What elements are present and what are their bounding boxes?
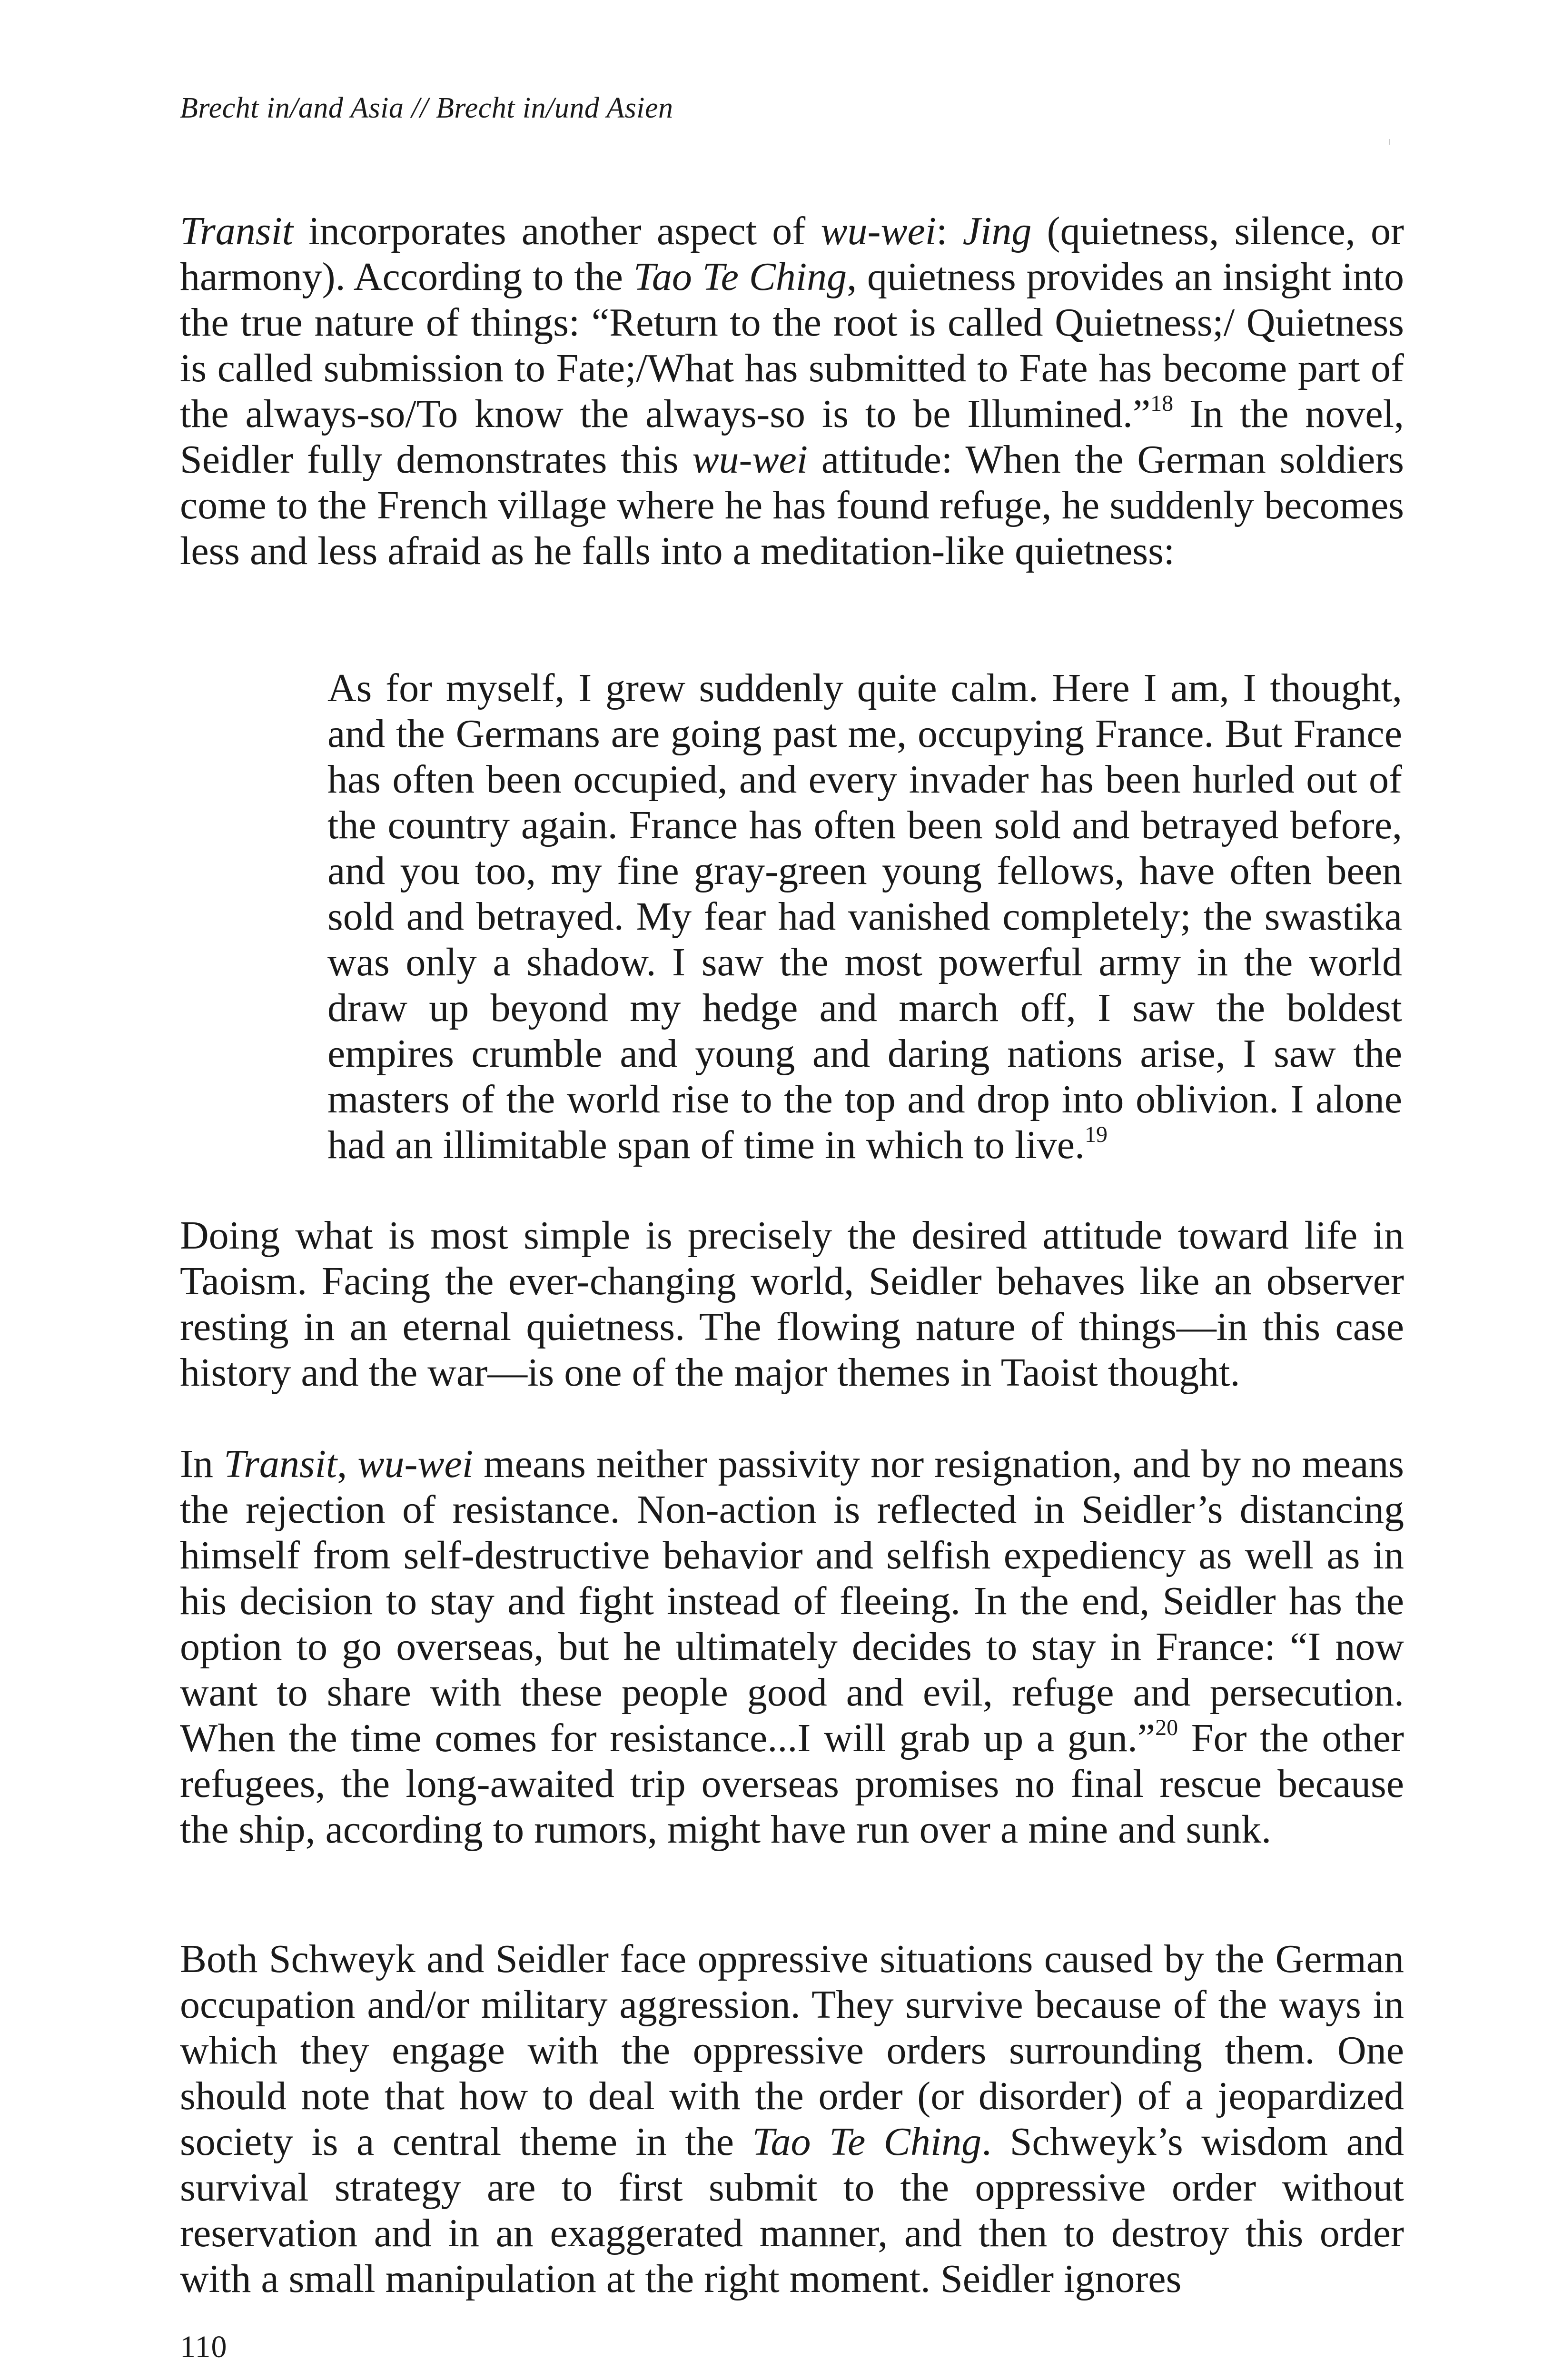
- text-run: In: [180, 1442, 224, 1486]
- italic-term: wu-wei: [821, 209, 937, 253]
- italic-title: Tao Te Ching: [633, 255, 847, 299]
- text-run: , quietness provides an insight into the true nature of things: “Return to the root is called Quietness;/ Quietness is called submission to Fate;/What has submitted to Fate has become part of the always-so/To know the always-so is to be Illumined.”: [180, 255, 1404, 436]
- italic-term: Jing: [962, 209, 1032, 253]
- italic-term: wu-wei: [692, 437, 808, 482]
- text-run: means neither passivity nor resignation, and by no means the rejection of resistance. Non-action is reflected in Seidler’s distancing himself from self-destructive behavior and selfish expediency as well as in his decision to stay and fight instead of fleeing. In the end, Seidler has the option to go overseas, but he ultimately decides to stay in France: “I now want to share with these people good and evil, refuge and persecution. When the time comes for resistance...I will grab up a gun.”: [180, 1442, 1404, 1760]
- text-run: . Schweyk’s wisdom and survival strategy are to first submit to the oppressive order without reservation and in an exaggerated manner, and then to destroy this order with a small manipulation at the right moment. Seidler ignores: [180, 2120, 1404, 2301]
- paragraph-2: Doing what is most simple is precisely the desired attitude toward life in Taoism. Facing the ever-changing world, Seidler behaves like an observer resting in an eternal quietness. The flowing nature of things—in this case history and the war—is one of the major themes in Taoist thought.: [180, 1213, 1404, 1395]
- text-run: In the novel, Seidler fully demonstrates this: [180, 392, 1405, 482]
- footnote-marker: 19: [1085, 1122, 1108, 1147]
- italic-term: wu-wei: [357, 1442, 474, 1486]
- page-number: 110: [180, 2330, 228, 2364]
- paragraph-4: [180, 1936, 1404, 2302]
- italic-title: Transit: [180, 209, 294, 253]
- paragraph-1: [180, 208, 1404, 574]
- text-run: :: [936, 209, 963, 253]
- text-run: For the other refugees, the long-awaited trip overseas promises no final rescue because the ship, according to rumors, might have run over a mine and sunk.: [180, 1716, 1405, 1852]
- quote-text: As for myself, I grew suddenly quite calm. Here I am, I thought, and the Germans are going past me, occupying France. But France has often been occupied, and every invader has been hurled out of the country again. France has often been sold and betrayed before, and you too, my fine gray-green young fellows, have often been sold and betrayed. My fear had vanished completely; the swastika was only a shadow. I saw the most powerful army in the world draw up beyond my hedge and march off, I saw the boldest empires crumble and young and daring nations arise, I saw the masters of the world rise to the top and drop into oblivion. I alone had an illimitable span of time in which to live.: [327, 666, 1402, 1167]
- block-quote: [327, 665, 1402, 1168]
- text-run: Both Schweyk and Seidler face oppressive situations caused by the German occupation and/or military aggression. They survive because of the ways in which they engage with the oppressive orders surrounding them. One should note that how to deal with the order (or disorder) of a jeopardized society is a central theme in the: [180, 1937, 1404, 2164]
- text-run: incorporates another aspect of: [293, 209, 821, 253]
- text-run: attitude: When the German soldiers come to the French village where he has found refuge, he suddenly becomes less and less afraid as he falls into a meditation-like quietness:: [180, 437, 1404, 573]
- scan-mark: [1389, 139, 1390, 145]
- italic-title: Transit: [224, 1442, 337, 1486]
- italic-title: Tao Te Ching: [752, 2120, 982, 2164]
- paragraph-3: [180, 1441, 1404, 1853]
- footnote-marker: 20: [1155, 1715, 1178, 1740]
- text-run: (quietness, silence, or harmony). According to the: [180, 209, 1404, 299]
- running-head: Brecht in/and Asia // Brecht in/und Asien: [180, 92, 673, 124]
- text-run: ,: [337, 1442, 358, 1486]
- footnote-marker: 18: [1150, 391, 1174, 416]
